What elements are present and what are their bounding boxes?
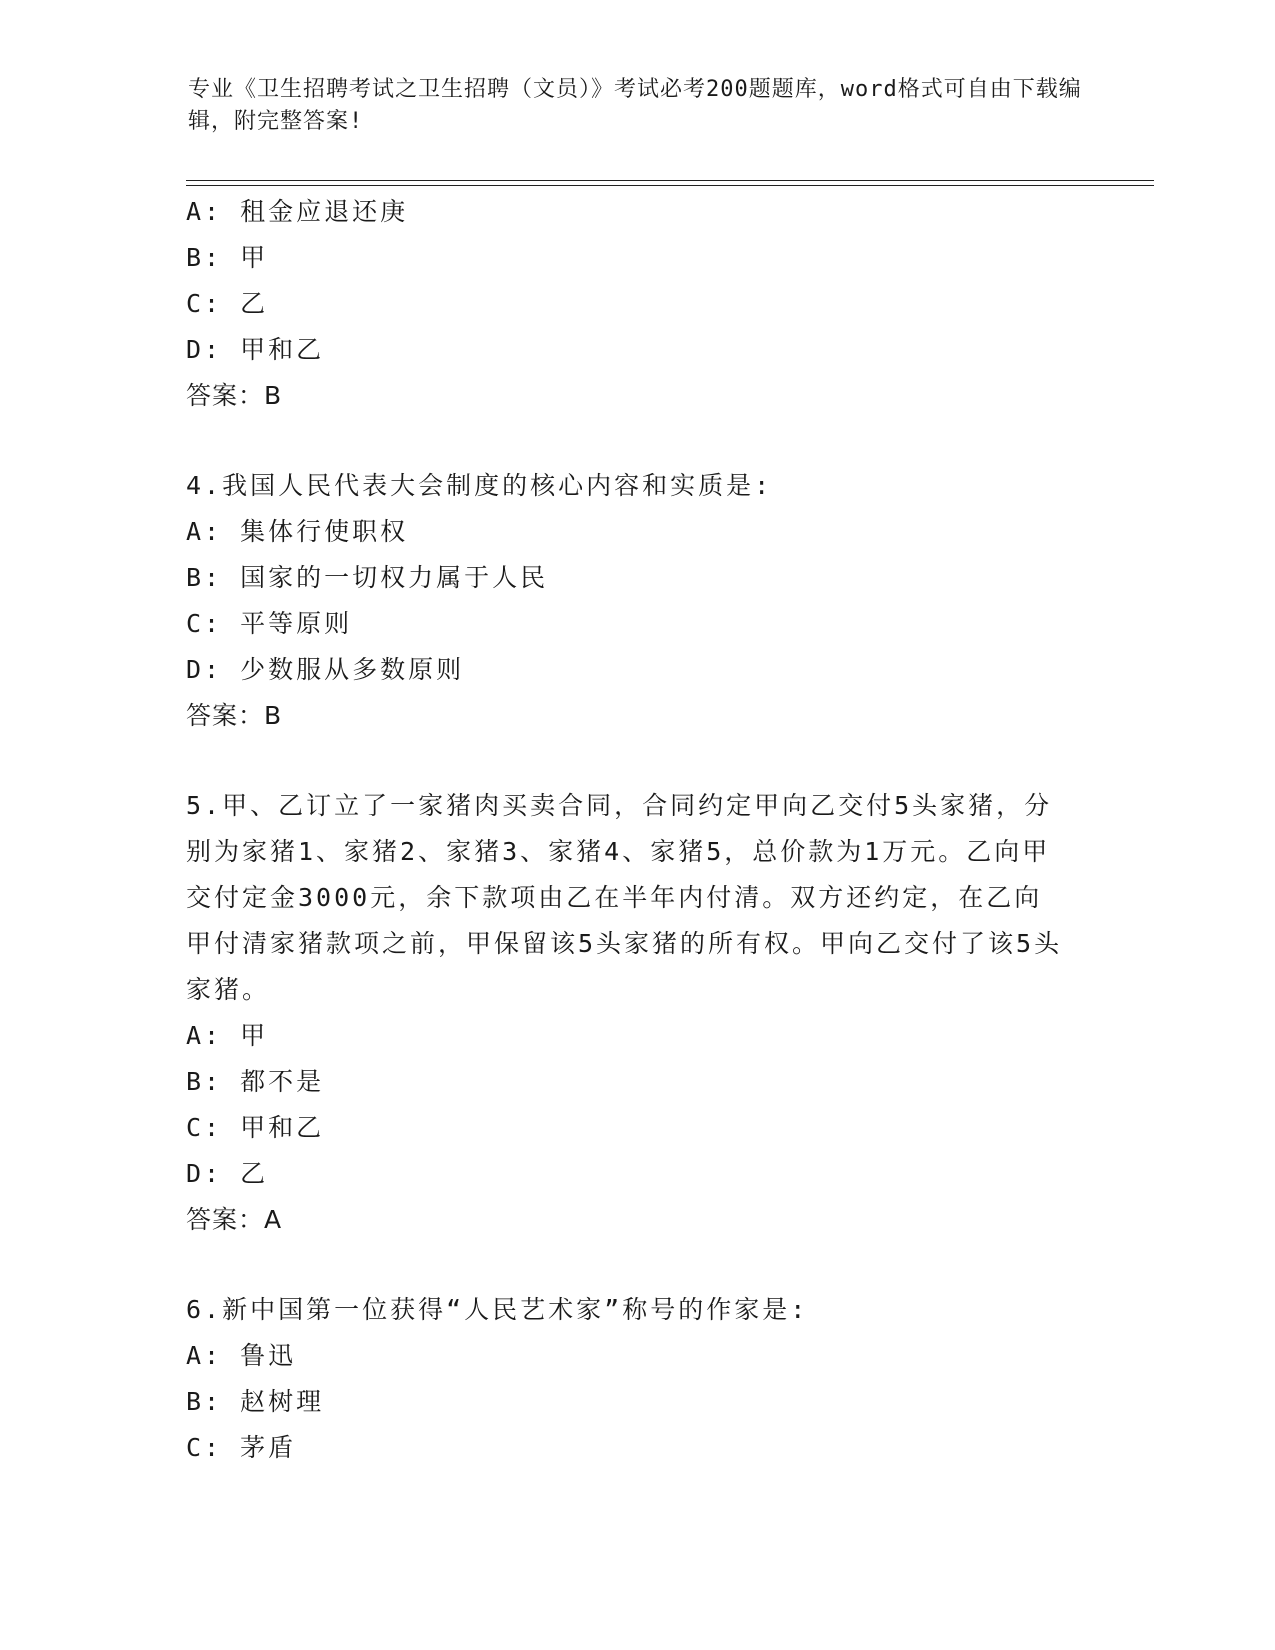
question-text: 6.新中国第一位获得“人民艺术家”称号的作家是: (186, 1295, 809, 1324)
option-b: B: 国家的一切权力属于人民 (186, 563, 549, 592)
question-text: 5.甲、乙订立了一家猪肉买卖合同，合同约定甲向乙交付5头家猪，分别为家猪1、家猪2、家猪3、家猪4、家猪5，总价款为1万元。乙向甲交付定金3000元，余下款项由乙在半年内付清。双方还约定，在乙向甲付清家猪款项之前，甲保留该5头家猪的所有权。甲向乙交付了该5头家猪。 (186, 791, 1063, 1004)
answer: 答案：A (186, 1205, 283, 1234)
option-d: D: 乙 (186, 1159, 269, 1188)
option-b: B: 都不是 (186, 1067, 325, 1096)
option-b: B: 赵树理 (186, 1387, 325, 1416)
header-rule-top (186, 180, 1154, 181)
option-c: C: 平等原则 (186, 609, 353, 638)
question-4 (186, 463, 1086, 739)
answer: 答案：B (186, 381, 283, 410)
question-text: 4.我国人民代表大会制度的核心内容和实质是: (186, 471, 773, 500)
option-c: C: 乙 (186, 289, 269, 318)
question-6 (186, 1287, 1086, 1471)
option-a: A: 集体行使职权 (186, 517, 409, 546)
question-3 (186, 189, 1086, 419)
option-d: D: 甲和乙 (186, 335, 325, 364)
answer: 答案：B (186, 701, 283, 730)
header-rule-bottom (186, 185, 1154, 186)
option-c: C: 甲和乙 (186, 1113, 325, 1142)
question-list (186, 189, 1086, 1471)
option-d: D: 少数服从多数原则 (186, 655, 465, 684)
option-a: A: 租金应退还庚 (186, 197, 409, 226)
option-a: A: 甲 (186, 1021, 269, 1050)
question-5 (186, 783, 1086, 1243)
option-a: A: 鲁迅 (186, 1341, 297, 1370)
option-b: B: 甲 (186, 243, 269, 272)
option-c: C: 茅盾 (186, 1433, 297, 1462)
document-header: 专业《卫生招聘考试之卫生招聘（文员）》考试必考200题题库，word格式可自由下载编辑，附完整答案! (188, 77, 1082, 134)
